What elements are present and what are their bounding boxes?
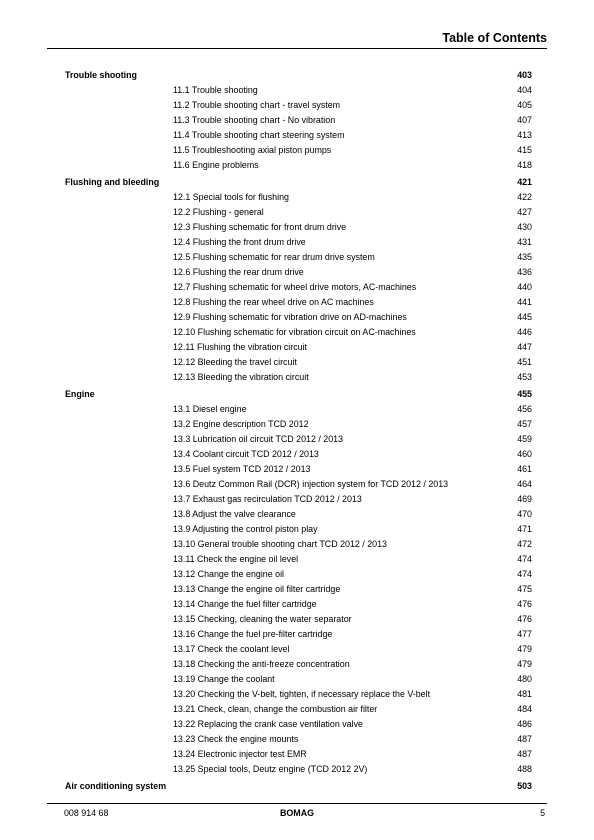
toc-page-number: 441 (517, 297, 532, 307)
toc-entry-title: 13.7 Exhaust gas recirculation TCD 2012 / 2013 (173, 494, 362, 504)
toc-entry-row[interactable] (0, 747, 594, 762)
toc-section-title: Flushing and bleeding (65, 177, 160, 187)
footer-brand: BOMAG (279, 808, 315, 818)
toc-page-number: 471 (517, 524, 532, 534)
toc-page-number: 481 (517, 689, 532, 699)
toc-page-number: 451 (517, 357, 532, 367)
toc-entry-row[interactable] (0, 280, 594, 295)
toc-entry-row[interactable] (0, 597, 594, 612)
toc-entry-title: 13.14 Change the fuel filter cartridge (173, 599, 317, 609)
toc-page-number: 404 (517, 85, 532, 95)
toc-page-number: 455 (517, 389, 532, 399)
toc-entry-title: 13.5 Fuel system TCD 2012 / 2013 (173, 464, 311, 474)
toc-section-title: Air conditioning system (65, 781, 167, 791)
toc-entry-title: 12.8 Flushing the rear wheel drive on AC machines (173, 297, 374, 307)
toc-entry-title: 13.12 Change the engine oil (173, 569, 285, 579)
toc-entry-row[interactable] (0, 672, 594, 687)
toc-entry-title: 12.7 Flushing schematic for wheel drive motors, AC-machines (173, 282, 417, 292)
toc-entry-row[interactable] (0, 190, 594, 205)
toc-entry-row[interactable] (0, 295, 594, 310)
toc-page-number: 403 (517, 70, 532, 80)
toc-page-number: 503 (517, 781, 532, 791)
toc-entry-title: 13.24 Electronic injector test EMR (173, 749, 307, 759)
toc-entry-row[interactable] (0, 220, 594, 235)
toc-section-row[interactable] (0, 174, 594, 190)
footer-page-number: 5 (540, 808, 545, 818)
toc-entry-title: 13.3 Lubrication oil circuit TCD 2012 / 2013 (173, 434, 344, 444)
toc-entry-row[interactable] (0, 250, 594, 265)
toc-entry-title: 11.1 Trouble shooting (173, 85, 258, 95)
toc-entry-row[interactable] (0, 98, 594, 113)
toc-page-number: 486 (517, 719, 532, 729)
toc-entry-title: 13.23 Check the engine mounts (173, 734, 299, 744)
toc-entry-title: 13.15 Checking, cleaning the water separator (173, 614, 352, 624)
toc-page-number: 445 (517, 312, 532, 322)
toc-entry-title: 12.6 Flushing the rear drum drive (173, 267, 304, 277)
toc-entry-row[interactable] (0, 762, 594, 777)
toc-page-number: 479 (517, 644, 532, 654)
toc-entry-row[interactable] (0, 310, 594, 325)
toc-page-number: 405 (517, 100, 532, 110)
toc-page-number: 436 (517, 267, 532, 277)
toc-section-row[interactable] (0, 67, 594, 83)
toc-entry-title: 12.9 Flushing schematic for vibration drive on AD-machines (173, 312, 407, 322)
toc-entry-row[interactable] (0, 355, 594, 370)
toc-entry-title: 12.2 Flushing - general (173, 207, 264, 217)
toc-entry-row[interactable] (0, 235, 594, 250)
toc-entry-row[interactable] (0, 627, 594, 642)
toc-page-number: 476 (517, 614, 532, 624)
toc-entry-title: 12.1 Special tools for flushing (173, 192, 289, 202)
toc-page-number: 459 (517, 434, 532, 444)
toc-page-number: 470 (517, 509, 532, 519)
toc-entry-title: 13.8 Adjust the valve clearance (173, 509, 296, 519)
toc-entry-title: 13.25 Special tools, Deutz engine (TCD 2012 2V) (173, 764, 368, 774)
toc-entry-row[interactable] (0, 417, 594, 432)
toc-entry-row[interactable] (0, 687, 594, 702)
toc-entry-title: 13.20 Checking the V-belt, tighten, if necessary replace the V-belt (173, 689, 431, 699)
toc-page-number: 421 (517, 177, 532, 187)
toc-entry-title: 12.11 Flushing the vibration circuit (173, 342, 308, 352)
toc-entry-title: 13.6 Deutz Common Rail (DCR) injection system for TCD 2012 / 2013 (173, 479, 449, 489)
toc-page-number: 430 (517, 222, 532, 232)
toc-page-number: 456 (517, 404, 532, 414)
toc-entry-row[interactable] (0, 158, 594, 173)
toc-page-number: 415 (517, 145, 532, 155)
toc-page-number: 418 (517, 160, 532, 170)
toc-entry-row[interactable] (0, 492, 594, 507)
toc-entry-row[interactable] (0, 657, 594, 672)
toc-page-number: 446 (517, 327, 532, 337)
toc-entry-row[interactable] (0, 612, 594, 627)
toc-entry-row[interactable] (0, 113, 594, 128)
toc-page-number: 440 (517, 282, 532, 292)
toc-entry-title: 11.2 Trouble shooting chart - travel system (173, 100, 341, 110)
toc-entry-title: 13.18 Checking the anti-freeze concentration (173, 659, 350, 669)
toc-entry-title: 12.10 Flushing schematic for vibration circuit on AC-machines (173, 327, 416, 337)
toc-section-row[interactable] (0, 386, 594, 402)
toc-entry-row[interactable] (0, 717, 594, 732)
toc-entry-title: 12.5 Flushing schematic for rear drum drive system (173, 252, 375, 262)
toc-entry-title: 12.13 Bleeding the vibration circuit (173, 372, 309, 382)
toc-page-number: 457 (517, 419, 532, 429)
toc-page-number: 472 (517, 539, 532, 549)
toc-entry-row[interactable] (0, 702, 594, 717)
toc-page-number: 477 (517, 629, 532, 639)
toc-entry-title: 13.9 Adjusting the control piston play (173, 524, 318, 534)
toc-entry-row[interactable] (0, 462, 594, 477)
toc-entry-row[interactable] (0, 83, 594, 98)
toc-entry-row[interactable] (0, 143, 594, 158)
toc-entry-title: 13.4 Coolant circuit TCD 2012 / 2013 (173, 449, 319, 459)
toc-entry-title: 12.4 Flushing the front drum drive (173, 237, 306, 247)
toc-entry-row[interactable] (0, 552, 594, 567)
toc-page-number: 464 (517, 479, 532, 489)
toc-entry-title: 13.17 Check the coolant level (173, 644, 290, 654)
toc-page-number: 431 (517, 237, 532, 247)
toc-page-number: 488 (517, 764, 532, 774)
toc-page-number: 413 (517, 130, 532, 140)
toc-entry-row[interactable] (0, 477, 594, 492)
toc-entry-row[interactable] (0, 447, 594, 462)
toc-entry-title: 13.1 Diesel engine (173, 404, 247, 414)
table-of-contents (0, 67, 594, 794)
toc-page-number: 474 (517, 554, 532, 564)
toc-page-number: 479 (517, 659, 532, 669)
toc-entry-title: 13.2 Engine description TCD 2012 (173, 419, 309, 429)
toc-entry-row[interactable] (0, 732, 594, 747)
toc-page-number: 487 (517, 734, 532, 744)
toc-entry-row[interactable] (0, 370, 594, 385)
toc-entry-row[interactable] (0, 537, 594, 552)
toc-entry-title: 13.13 Change the engine oil filter cartridge (173, 584, 341, 594)
page-header-title: Table of Contents (442, 31, 547, 45)
footer-divider (47, 803, 547, 804)
toc-entry-row[interactable] (0, 582, 594, 597)
toc-entry-title: 13.22 Replacing the crank case ventilation valve (173, 719, 363, 729)
toc-entry-row[interactable] (0, 128, 594, 143)
toc-entry-title: 12.3 Flushing schematic for front drum drive (173, 222, 347, 232)
toc-page-number: 474 (517, 569, 532, 579)
toc-section-title: Engine (65, 389, 95, 399)
toc-entry-title: 11.3 Trouble shooting chart - No vibration (173, 115, 336, 125)
toc-page-number: 453 (517, 372, 532, 382)
toc-page-number: 484 (517, 704, 532, 714)
toc-section-title: Trouble shooting (65, 70, 137, 80)
toc-entry-title: 11.6 Engine problems (173, 160, 259, 170)
toc-page-number: 435 (517, 252, 532, 262)
toc-page-number: 487 (517, 749, 532, 759)
toc-entry-row[interactable] (0, 325, 594, 340)
toc-entry-row[interactable] (0, 642, 594, 657)
toc-section-row[interactable] (0, 778, 594, 794)
toc-entry-title: 13.21 Check, clean, change the combustion air filter (173, 704, 378, 714)
toc-page-number: 469 (517, 494, 532, 504)
toc-page-number: 480 (517, 674, 532, 684)
toc-page-number: 476 (517, 599, 532, 609)
toc-page-number: 447 (517, 342, 532, 352)
toc-entry-row[interactable] (0, 265, 594, 280)
toc-entry-title: 12.12 Bleeding the travel circuit (173, 357, 297, 367)
toc-page-number: 460 (517, 449, 532, 459)
toc-page-number: 475 (517, 584, 532, 594)
footer-document-number: 008 914 68 (64, 808, 109, 818)
toc-entry-row[interactable] (0, 402, 594, 417)
toc-entry-title: 13.16 Change the fuel pre-filter cartridge (173, 629, 333, 639)
toc-entry-title: 11.4 Trouble shooting chart steering system (173, 130, 345, 140)
toc-entry-title: 13.10 General trouble shooting chart TCD 2012 / 2013 (173, 539, 387, 549)
toc-entry-row[interactable] (0, 432, 594, 447)
toc-entry-row[interactable] (0, 507, 594, 522)
toc-entry-row[interactable] (0, 567, 594, 582)
toc-page-number: 422 (517, 192, 532, 202)
toc-page-number: 461 (517, 464, 532, 474)
toc-entry-title: 13.19 Change the coolant (173, 674, 275, 684)
toc-entry-row[interactable] (0, 522, 594, 537)
header-divider (47, 48, 547, 49)
toc-entry-title: 13.11 Check the engine oil level (173, 554, 299, 564)
toc-entry-row[interactable] (0, 205, 594, 220)
toc-entry-title: 11.5 Troubleshooting axial piston pumps (173, 145, 332, 155)
toc-page-number: 407 (517, 115, 532, 125)
toc-page-number: 427 (517, 207, 532, 217)
toc-entry-row[interactable] (0, 340, 594, 355)
